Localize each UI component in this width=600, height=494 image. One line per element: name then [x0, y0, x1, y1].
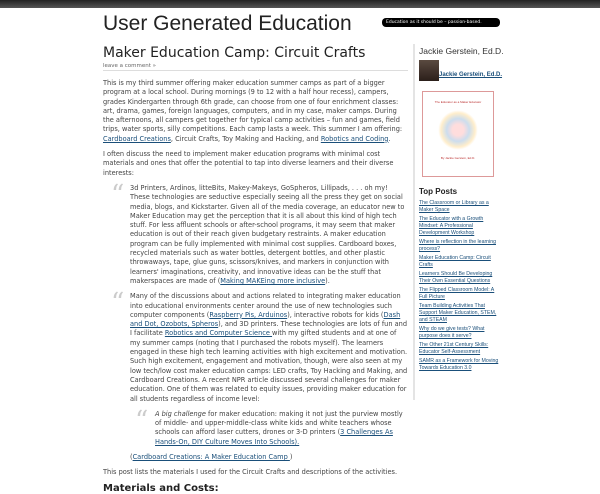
column-divider [413, 44, 415, 400]
raspberry-link[interactable]: Raspberry Pis, Arduinos [209, 310, 288, 319]
quote-icon: “ [135, 405, 149, 436]
text: ) [289, 452, 293, 461]
top-post-link[interactable]: The Educator with a Growth Mindset: A Professional Development Workshop [419, 216, 484, 236]
site-title[interactable]: User Generated Education [103, 12, 352, 35]
author-link[interactable]: Jackie Gerstein, Ed.D. [439, 72, 503, 78]
promo-author: By Jackie Gerstein, Ed.D. [440, 156, 476, 160]
text: 3d Printers, Ardinos, litteBits, Makey-Makeys, GoSpheros, Lillipads, . . . oh my! These technologies are seductive especially seeing all the press they get on social media, blogs, and Kickstarter. Given all of the media coverage, an educator new to Maker Education may get the perception that it is all about this kind of high tech stuff. For less affluent schools or after-school programs, it may seem that maker education is out of their reach given budgetary restraints. A maker education program can be fully implemented with minimal cost supplies. Cardboard boxes, recycled materials such as water bottles, detergent bottles, and other plastic throwaways, tape, glue guns, scissors/knives, and markers in conjunction with learners' imaginations, creativity, and innovative ideas can be the stuff that makerspaces are made of ( [130, 183, 405, 285]
text: ), interactive robots for kids ( [287, 310, 384, 319]
text: for maker education: making it not just the purview mostly of middle- and upper-middle-class white kids and white teachers whose schools can afford laser cutters, drones or 3-D printers ( [155, 409, 403, 437]
text: with my gifted students and at one of my summer camps (noting that I purchased the robots myself). The learners engaged in these high tech learning activities with high excitement and motivation. Such high excitement, engagement and motivation, though, were also seen at my low tech/low cost maker education camps: LED crafts, Toy Hacking and Making, and Cardboard Creations. A recent NPR article discussed several challenges for maker education. One of them was related to equity issues, providing maker education for all students regardless of income level: [130, 329, 408, 403]
top-post-link[interactable]: Why do we give tests? What purpose does it serve? [419, 326, 485, 339]
quote-icon: “ [111, 288, 125, 319]
promo-graphic [438, 110, 478, 150]
quote-icon: “ [111, 179, 125, 210]
text: ). [325, 276, 330, 285]
author-heading: Jackie Gerstein, Ed.D. [419, 46, 504, 56]
promo-title: The Educator as a Maker Educator [434, 100, 482, 104]
robotics-cs-link[interactable]: Robotics and Computer Science [164, 329, 273, 338]
nested-blockquote [130, 405, 408, 447]
text: A big challenge [155, 409, 206, 418]
post-title[interactable]: Maker Education Camp: Circuit Crafts [103, 45, 366, 61]
blockquote [103, 179, 408, 286]
intro-paragraph [103, 79, 408, 144]
browser-top-bar [0, 0, 600, 8]
book-promo-image[interactable] [422, 91, 494, 177]
cardboard-camp-link[interactable]: Cardboard Creations: A Maker Education Camp [132, 452, 290, 461]
author-avatar[interactable] [419, 60, 439, 81]
sidebar [419, 46, 529, 374]
npr-article-link[interactable]: 3 Challenges As Hands-On, DIY Culture Moves Into Schools). [155, 428, 393, 446]
top-post-link[interactable]: The Flipped Classroom Model: A Full Picture [419, 287, 495, 300]
text: , Circuit Crafts, Toy Making and Hacking, and [170, 134, 321, 143]
top-post-link[interactable]: Where is reflection in the learning process? [419, 239, 496, 252]
text: ( [130, 452, 133, 461]
top-post-link[interactable]: The Other 21st Century Skills: Educator Self-Assessment [419, 342, 489, 355]
making-inclusive-link[interactable]: Making MAKEing more inclusive [220, 276, 326, 285]
top-post-link[interactable]: The Classroom or Library as a Maker Space [419, 200, 489, 213]
post-content [103, 44, 408, 493]
text: This is my third summer offering maker education summer camps as part of a bigger program at a local school. During mornings (9 to 12 with a half hour recess), campers, grades Kindergarten through 6th grade, can choose from one of four enrichment classes: art, drama, games, foreign languages, computers, and in my case, maker camps. During the afternoons, all campers get together for typical camp activities – fun and games, field trips, water sports, silly competitions. Each camp lasts a week. This summer I am offering: [103, 79, 403, 134]
top-posts-heading: Top Posts [419, 187, 458, 196]
robotics-coding-link[interactable]: Robotics and Coding [320, 134, 389, 143]
text: ), and 3D printers. These technologies are lots of fun and I facilitate [130, 320, 408, 338]
text: . [388, 134, 391, 143]
top-post-link[interactable]: SAMR as a Framework for Moving Towards Education 3.0 [419, 358, 499, 371]
leave-comment-link[interactable]: leave a comment » [103, 62, 408, 71]
paragraph: This post lists the materials I used for the Circuit Crafts and descriptions of the activities. [103, 468, 398, 477]
cardboard-creations-link[interactable]: Cardboard Creations [103, 134, 171, 143]
top-post-link[interactable]: Maker Education Camp: Circuit Crafts [419, 255, 491, 268]
top-posts-list [419, 200, 529, 372]
site-tagline: Education as it should be – passion-based. [382, 18, 500, 27]
text: Many of the discussions about and actions related to integrating maker education into educational environments center around the use of new technologies such computer components ( [130, 292, 401, 319]
top-post-link[interactable]: Team Building Activities That Support Maker Education, STEM, and STEAM [419, 303, 497, 323]
top-post-link[interactable]: Learners Should Be Developing Their Own Essential Questions [419, 271, 493, 284]
materials-heading: Materials and Costs: [103, 482, 219, 494]
robots-link[interactable]: Dash and Dot, Ozobots, Spheros [130, 310, 401, 329]
citation [103, 453, 408, 462]
paragraph: I often discuss the need to implement maker education programs with minimal cost materials and ones that offer the potential to tap into diverse learners and their diverse interests: [103, 150, 394, 177]
blockquote [103, 288, 408, 447]
